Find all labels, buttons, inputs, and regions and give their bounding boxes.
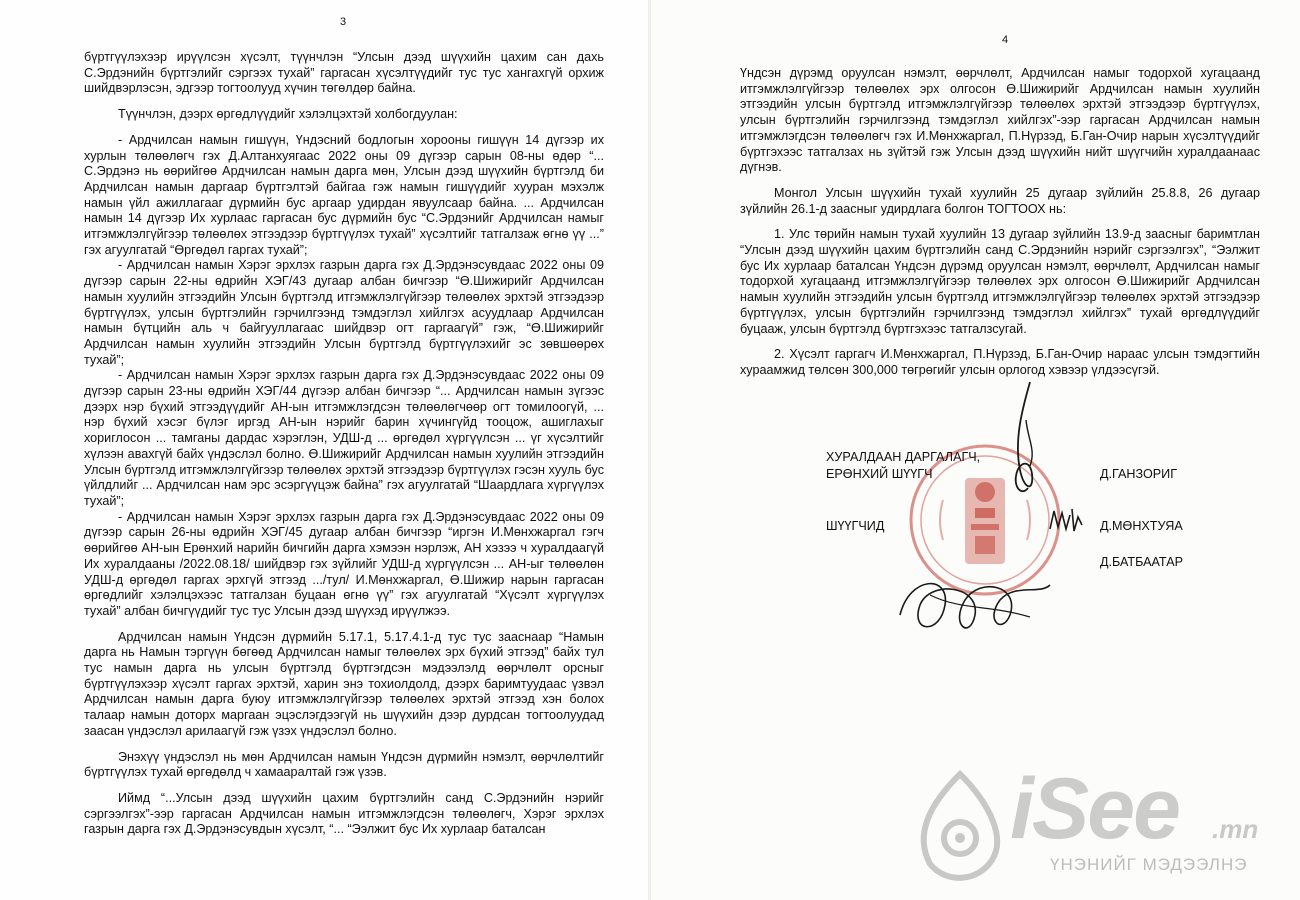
paragraph: Түүнчлэн, дээрх өргөдлүүдийг хэлэлцэхтэй холбогдуулан:: [118, 107, 458, 122]
paragraph: Монгол Улсын шүүхийн тухай хуулийн 25 дугаар зүйлийн 25.8.8, 26 дугаар зүйлийн 26.1-д заасныг удирдлага болгон ТОГТООХ нь:: [740, 185, 1260, 216]
paragraph: - Ардчилсан намын гишүүн, Үндэсний бодлогын хорооны гишүүн 14 дүгээр их хурлын төлөөлөгч гэх Д.Алтанхуягаас 2022 оны 09 дүгээр сарын 08-ны өдөр “... С.Эрдэнэ нь өөрийгөө Ардчилсан намын дарга мөн, Улсын дээд шүүхийн бүртгэлд би Ардчилсан намын даргаар бүртгэлтэй байгаа гэж намын гишүүдийг хууран мэхэлж намын үйл ажиллагааг дүрмийн бус аргаар удирдан явуулсаар байна. ... Ардчилсан намын 14 дүгээр Их хурлаас гаргасан бус дүрмийн бус “С.Эрдэнийг Ардчилсан намыг итгэмжлэлгүйгээр төлөөлөх этгээдээр бүртгүүлэх тухай” хүсэлтийг татгалзаж өгнө үү ...” гэх агуулгатай “Өргөдөл гаргах тухай”;: [84, 132, 604, 257]
chair-title: ХУРАЛДААН ДАРГАЛАГЧ, ЕРӨНХИЙ ШҮҮГЧ: [826, 450, 981, 481]
judge-name: Д.МӨНХТУЯА: [1100, 519, 1183, 533]
isee-watermark: [890, 760, 1290, 890]
judges-title: ШҮҮГЧИД: [826, 519, 885, 533]
signature-icon: [1046, 505, 1086, 535]
paragraph: - Ардчилсан намын Хэрэг эрхлэх газрын дарга гэх Д.Эрдэнэсувдаас 2022 оны 09 дүгээр сарын 26-ны өдрийн ХЭГ/45 дугаар албан бичгээр “иргэн И.Мөнхжаргал гэгч өөрийгөө АН-ын Ерөнхий нарийн бичгийн дарга хэмээн нэрлэж, АН хэзээ ч хуралдаагүй Их хуралдааны /2022.08.18/ шийдвэр гэх зүйлийг УДШ-д хүргүүлсэн ... АН-ыг төлөөлөн УДШ-д өргөдөл гаргах эрхгүй этгээд .../тул/ И.Мөнхжаргал, Ө.Шижир нарын гаргасан өргөдлийг хэлэлцэхээс татгалзан буцаан өгнө үү” гэх агуулгатай “Хүсэлт хүргүүлэх тухай” албан бичгүүдийг тус тус Улсын дээд шүүхэд ирүүлжээ.: [84, 509, 604, 618]
chair-name: Д.ГАНЗОРИГ: [1100, 467, 1178, 481]
page-number: 4: [1002, 34, 1009, 46]
page-3-body: [84, 50, 604, 838]
paragraph: бүртгүүлэхээр ирүүлсэн хүсэлт, түүнчлэн “Улсын дээд шүүхийн цахим сан дахь С.Эрдэнийн бүртгэлийг сэргээх тухай” гаргасан хүсэлтүүдийг тус тус хангахгүй орхиж шийдвэрлэсэн, эдгээр тогтоолууд хүчин төгөлдөр байна.: [84, 50, 604, 96]
paragraph: Энэхүү үндэслэл нь мөн Ардчилсан намын Үндсэн дүрмийн нэмэлт, өөрчлөлтийг бүртгүүлэх тухай өргөдөлд ч хамааралтай гэж үзэв.: [84, 749, 604, 780]
page-number: 3: [340, 16, 347, 28]
watermark-tagline: ҮНЭНИЙГ МЭДЭЭЛНЭ: [1050, 855, 1248, 874]
paragraph: 1. Улс төрийн намын тухай хуулийн 13 дугаар зүйлийн 13.9-д заасныг баримтлан “Улсын дээд шүүхийн цахим бүртгэлийн санд С.Эрдэнийн нэрийг сэргээлгэх”, “Ээлжит бус Их хурлаар баталсан Үндсэн дүрэмд оруулсан нэмэлт, өөрчлөлт, Ардчилсан намыг тодорхой хугацаанд итгэмжлэлгүйгээр төлөөлөх эрх олгосон Ө.Шижирийг Ардчилсан намын хуулийн этгээдийн улсын бүртгэлд итгэмжлэлгүйгээр төлөөлөх эрхтэй этгээдээр бүртгүүлэх, улсын бүртгэлийн гэрчилгээнд тэмдэглэл хийлгэх” тухай өргөдлүүдийг буцааж, улсын бүртгэлд бүртгэхээс татгалзсугай.: [740, 227, 1260, 336]
eye-logo-icon: [900, 764, 1020, 884]
watermark-domain: .mn: [1212, 814, 1259, 844]
paragraph: - Ардчилсан намын Хэрэг эрхлэх газрын дарга гэх Д.Эрдэнэсувдаас 2022 оны 09 дүгээр сарын 22-ны өдрийн ХЭГ/43 дугаар албан бичгээр “Ө.Шижирийг Ардчилсан намын хуулийн этгээдийн Улсын бүртгэлд итгэмжлэлгүйгээр төлөөлөх эрхтэй этгээдээр бүртгүүлэх, улсын бүртгэлийн гэрчилгээнд тэмдэглэл хийлгэх асуудлаар Ардчилсан намын бүтцийн аль ч байгууллагаас шийдвэр огт гаргаагүй” гэж, “Ө.Шижирийг Ардчилсан намын хуулийн этгээдийн Улсын бүртгэлд бүртгүүлэхийг эс зөвшөөрөх тухай”;: [84, 258, 604, 367]
signature-icon: [1000, 380, 1050, 500]
paragraph: - Ардчилсан намын Хэрэг эрхлэх газрын дарга гэх Д.Эрдэнэсувдаас 2022 оны 09 дүгээр сарын 23-ны өдрийн ХЭГ/44 дүгээр албан бичгээр “... Ардчилсан намын зүгээс дээрх нэр бүхий этгээдүүдийг АН-ын итгэмжлэгдсэн төлөөлөгчөөр огт томилоогүй, ... нэр бүхий хэсэг бүлэг иргэд АН-ын нэрийг барин хүчингүйд тооцож, ашиглахыг хориглосон ... тамганы дардас хэрэглэн, УДШ-д ... өргөдөл хүргүүлсэн ... үг хүсэлтийг хүлээн авахгүй байх үндэслэл болно. Ө.Шижирийг Ардчилсан намын хуулийн этгээдийн Улсын бүртгэлд итгэмжлэлгүйгээр төлөөлөх эрхтэй этгээдээр бүртгүүлэх гэсэн хууль бус үйлдлийг ... Ардчилсан нам эрс эсэргүүцэж байна” гэх агуулгатай “Шаардлага хүргүүлэх тухай”;: [84, 368, 604, 508]
paragraph: Иймд “...Улсын дээд шүүхийн цахим бүртгэлийн санд С.Эрдэнийн нэрийг сэргээлгэх”-ээр гаргасан Ардчилсан намын итгэмжлэгдсэн төлөөлөгч, Хэрэг эрхлэх газрын дарга гэх Д.Эрдэнэсувдын хүсэлт, “... “Ээлжит бус Их хурлаар баталсан: [84, 790, 604, 837]
judge-name: Д.БАТБААТАР: [1100, 555, 1184, 569]
signature-icon: [890, 555, 1060, 645]
page-fold: [648, 0, 651, 900]
paragraph: 2. Хүсэлт гаргагч И.Мөнхжаргал, П.Нүрзэд, Б.Ган-Очир нараас улсын тэмдэгтийн хураамжид төлсөн 300,000 төгрөгийг улсын орлогод хэвээр үлдээсүгэй.: [740, 347, 1260, 377]
paragraph: Ардчилсан намын Үндсэн дүрмийн 5.17.1, 5.17.4.1-д тус тус зааснаар “Намын дарга нь Намын тэргүүн бөгөөд Ардчилсан намыг төлөөлөх эрх бүхий этгээд” байх тул тус намын дарга нь улсын бүртгэлд бүртгэгдсэн мэдээлэлд өөрчлөлт орсныг бүртгүүлэхээр хүсэлт гаргах эрхтэй, харин энэ тохиолдолд, дээрх баримтуудаас үзвэл Ардчилсан намын дарга буюу итгэмжлэлгүйгээр төлөөлөх эрхтэй этгээд хэн болох талаар намын доторх маргаан эцэслэгдээгүй нь шүүхийн дээр дурдсан тогтоолуудад заасан үндэслэл арилаагүй гэж үзэх үндэслэл болно.: [84, 629, 604, 738]
watermark-brand: iSee: [1010, 761, 1179, 857]
paragraph: Үндсэн дүрэмд оруулсан нэмэлт, өөрчлөлт, Ардчилсан намыг тодорхой хугацаанд итгэмжлэлгүйгээр төлөөлөх эрх олгосон Ө.Шижирийг Ардчилсан намын хуулийн этгээдийн улсын бүртгэлд итгэмжлэлгүйгээр төлөөлөх эрхтэй этгээдээр бүртгүүлэх, улсын бүртгэлийн гэрчилгээнд тэмдэглэл хийлгэх”-ээр гаргасан Ардчилсан намын итгэмжлэгдсэн төлөөлөгч гэх И.Мөнхжаргал, П.Нүрзэд, Б.Ган-Очир нарын хүсэлтүүдийг бүртгэхээс татгалзах нь зүйтэй гэж Улсын дээд шүүхийн нийт шүүгчийн хуралдаанаас дүгнэв.: [740, 66, 1260, 175]
page-4-body: [740, 66, 1260, 379]
